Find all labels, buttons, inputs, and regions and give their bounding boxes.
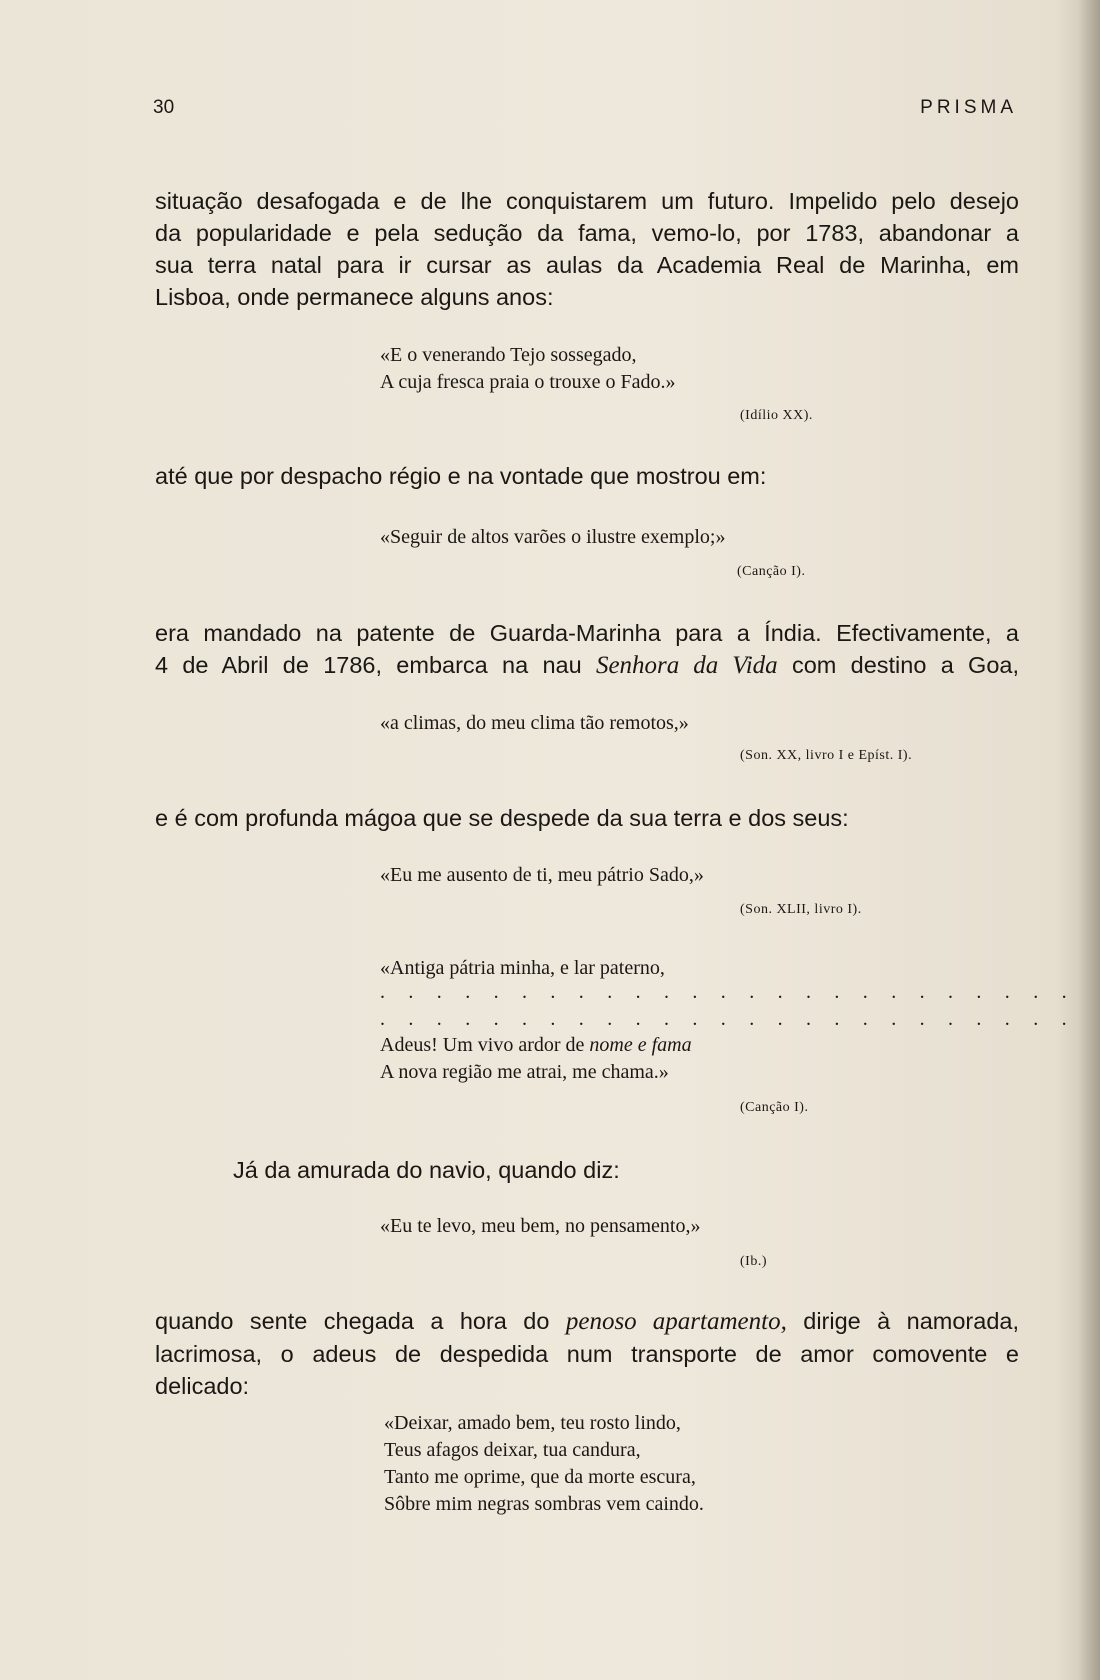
italic-run: penoso apartamento, (565, 1308, 787, 1335)
verse-line: A nova região me atrai, me chama.» (380, 1061, 669, 1083)
verse-quote-7 (384, 1410, 704, 1518)
paragraph-line: lacrimosa, o adeus de despedida num transporte de amor comovente e (155, 1341, 1019, 1367)
verse-line: A cuja fresca praia o trouxe o Fado.» (380, 371, 676, 393)
verse-quote-1 (380, 342, 675, 396)
paragraph-6 (155, 1305, 1019, 1402)
page-number: 30 (153, 97, 175, 118)
verse-quote-2: «Seguir de altos varões o ilustre exemplo;» (380, 526, 726, 548)
verse-quote-5-cont (380, 1032, 692, 1086)
verse-line: Sôbre mim negras sombras vem caindo. (384, 1493, 704, 1515)
verse-line (380, 1032, 692, 1059)
citation: (Son. XLII, livro I). (740, 902, 862, 917)
ship-name: Senhora da Vida (595, 652, 778, 679)
paragraph-line (155, 1305, 1019, 1338)
italic-run: nome e fama (589, 1034, 692, 1056)
paragraph-line: delicado: (155, 1373, 250, 1399)
text-run: quando sente chegada a hora do (155, 1308, 566, 1334)
page-spine-shadow (1078, 0, 1100, 1680)
citation: (Son. XX, livro I e Epíst. I). (740, 748, 913, 763)
text-run: com destino a Goa, (777, 652, 1019, 678)
citation: (Canção I). (740, 1100, 809, 1115)
text-run: dirige à namorada, (786, 1308, 1019, 1334)
running-title: PRISMA (920, 97, 1017, 118)
paragraph-3 (155, 617, 1019, 682)
verse-quote-3: «a climas, do meu clima tão remotos,» (380, 712, 689, 734)
paragraph-line (155, 649, 1019, 682)
citation: (Canção I). (737, 564, 806, 579)
verse-line: «Antiga pátria minha, e lar paterno, (380, 957, 665, 979)
ellipsis-dots: . . . . . . . . . . . . . . . . . . . . . . . . . (380, 1008, 1076, 1030)
verse-quote-5 (380, 955, 665, 982)
paragraph-line: Lisboa, onde permanece alguns anos: (155, 284, 554, 310)
paragraph-line: era mandado na patente de Guarda-Marinha para a Índia. Efectivamente, a (155, 620, 1019, 646)
paragraph-2: até que por despacho régio e na vontade que mostrou em: (155, 463, 767, 489)
verse-quote-4: «Eu me ausento de ti, meu pátrio Sado,» (380, 864, 704, 886)
page-header (153, 97, 1017, 127)
paragraph-line: sua terra natal para ir cursar as aulas da Academia Real de Marinha, em (155, 252, 1019, 278)
verse-line: Tanto me oprime, que da morte escura, (384, 1466, 696, 1488)
ellipsis-dots: . . . . . . . . . . . . . . . . . . . . . . . . . (380, 981, 1076, 1003)
verse-line: «E o venerando Tejo sossegado, (380, 344, 637, 366)
paragraph-1 (155, 185, 1019, 313)
text-run: 4 de Abril de 1786, embarca na nau (155, 652, 596, 678)
text-run: Adeus! Um vivo ardor de (380, 1034, 590, 1056)
verse-line: Teus afagos deixar, tua candura, (384, 1439, 641, 1461)
paragraph-line: da popularidade e pela sedução da fama, vemo-lo, por 1783, abandonar a (155, 220, 1019, 246)
verse-line: «Deixar, amado bem, teu rosto lindo, (384, 1412, 681, 1434)
paragraph-line: situação desafogada e de lhe conquistarem um futuro. Impelido pelo desejo (155, 188, 1019, 214)
verse-quote-6: «Eu te levo, meu bem, no pensamento,» (380, 1215, 701, 1237)
citation: (Idílio XX). (740, 408, 813, 423)
paragraph-4: e é com profunda mágoa que se despede da sua terra e dos seus: (155, 805, 849, 831)
paragraph-5: Já da amurada do navio, quando diz: (233, 1157, 620, 1183)
citation: (Ib.) (740, 1254, 767, 1269)
